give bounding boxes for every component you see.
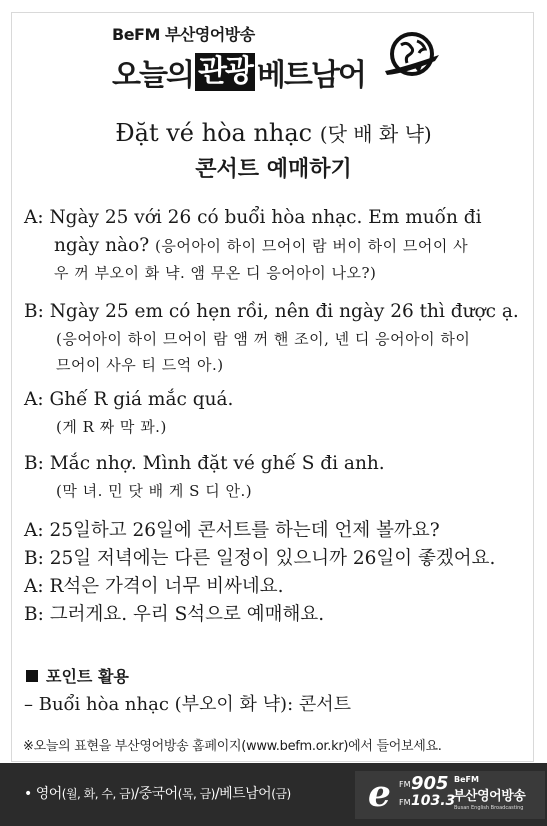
dialog-pronunciation: (게 R 짜 막 꽈.) <box>56 418 167 436</box>
dialog-line: A: Ghế R giá mắc quá. <box>24 389 234 410</box>
frequency-905: 905 <box>411 773 449 794</box>
dialog-line: B: Mắc nhợ. Mình đặt vé ghế S đi anh. <box>24 453 385 474</box>
point-heading: 포인트 활용 <box>26 664 129 687</box>
station-name: BeFM 부산영어방송 <box>112 25 255 44</box>
footer-bar <box>0 763 547 826</box>
dialog-pronunciation: (막 녀. 민 닷 배 게 S 디 안.) <box>56 482 253 500</box>
point-item: – Buổi hòa nhạc (부오이 화 냑): 콘서트 <box>24 694 352 715</box>
website-note: ※오늘의 표현을 부산영어방송 홈페이지(www.befm.or.kr)에서 들어보세요. <box>23 739 442 754</box>
dialog-b2 <box>24 450 529 504</box>
title-pronunciation: (닷 배 화 냑) <box>319 122 432 146</box>
program-prefix: 오늘의 <box>112 58 193 93</box>
program-boxed-word: 관광 <box>195 53 255 91</box>
dialog-pronunciation: 므어이 사우 티 드억 아.) <box>56 356 224 374</box>
dialog-a2 <box>24 386 529 440</box>
dialog-line: B: Ngày 25 em có hẹn rồi, nên đi ngày 26 thì được ạ. <box>24 301 519 322</box>
befm-logo: e FM FM 905 103.3 BeFM 부산영어방송 Busan English Broadcasting <box>355 771 545 819</box>
logo-e-icon: e <box>368 773 391 815</box>
korean-line: A: 25일하고 26일에 콘서트를 하는데 언제 볼까요? <box>24 520 440 541</box>
lesson-subtitle: 콘서트 예매하기 <box>195 156 352 182</box>
korean-line: A: R석은 가격이 너무 비싸네요. <box>24 576 284 597</box>
korean-dialog <box>24 517 529 629</box>
dialog-a1 <box>24 204 529 286</box>
korean-line: B: 25일 저녁에는 다른 일정이 있으니까 26일이 좋겠어요. <box>24 548 496 569</box>
dialog-pronunciation: 우 꺼 부오이 화 냑. 앰 무온 디 응어아이 나오?) <box>54 264 377 282</box>
dialog-b1 <box>24 298 529 378</box>
square-bullet-icon <box>26 670 38 682</box>
dialog-pronunciation: (응어아이 하이 므어이 람 앰 꺼 핸 조이, 넨 디 응어아이 하이 <box>56 330 471 348</box>
frequency-1033: 103.3 <box>411 793 456 809</box>
globe-airplane-icon <box>383 27 441 85</box>
broadcast-schedule: • 영어(월, 화, 수, 금)/중국어(목, 금)/베트남어(금) <box>24 786 291 802</box>
title-vietnamese: Đặt vé hòa nhạc <box>115 119 313 147</box>
program-title <box>112 52 365 92</box>
lesson-title <box>0 118 547 147</box>
dialog-line: ngày nào? (응어아이 하이 므어이 람 버이 하이 므어이 사 <box>54 235 469 256</box>
korean-line: B: 그러게요. 우리 S석으로 예매해요. <box>24 604 325 625</box>
dialog-line: A: Ngày 25 với 26 có buổi hòa nhạc. Em muốn đi <box>24 207 482 228</box>
program-suffix: 베트남어 <box>256 58 365 93</box>
